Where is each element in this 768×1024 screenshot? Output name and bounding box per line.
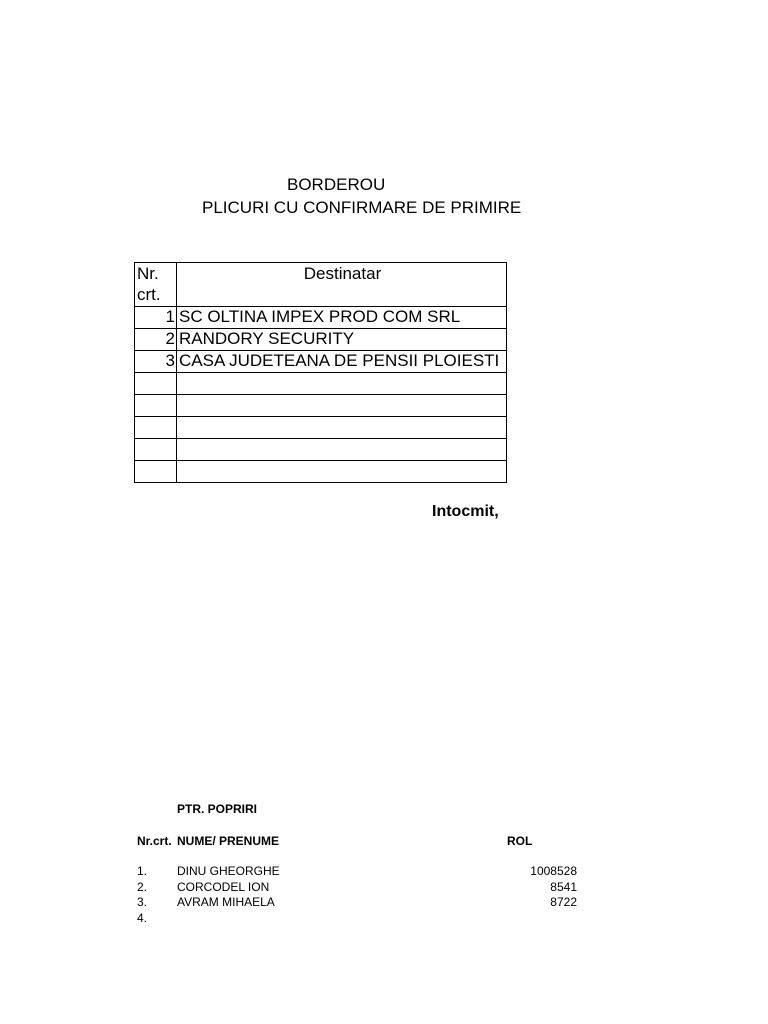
- item-rol: 1008528: [530, 864, 577, 878]
- popriri-header-rol: ROL: [507, 834, 533, 848]
- row-destinatar-text: CASA JUDETEANA DE PENSII PLOIESTI: [179, 351, 500, 370]
- row-destinatar: [177, 395, 507, 417]
- table-row: [135, 417, 507, 439]
- item-name: DINU GHEORGHE: [177, 864, 280, 878]
- item-rol: 8722: [550, 895, 577, 909]
- table-row: [135, 351, 507, 373]
- row-nr: [135, 373, 177, 395]
- row-nr: 3: [135, 351, 177, 373]
- popriri-title: PTR. POPRIRI: [177, 802, 258, 816]
- row-destinatar-text: RANDORY SECURITY: [179, 329, 355, 348]
- row-destinatar: [177, 329, 507, 351]
- item-rol: 8541: [550, 880, 577, 894]
- header-destinatar: Destinatar: [177, 263, 507, 307]
- popriri-header-name: NUME/ PRENUME: [177, 834, 280, 848]
- table-row: [135, 329, 507, 351]
- item-name: AVRAM MIHAELA: [177, 895, 275, 909]
- table-row: [135, 395, 507, 417]
- row-destinatar: [177, 439, 507, 461]
- row-nr: [135, 395, 177, 417]
- table-row: [135, 439, 507, 461]
- document-subtitle: PLICURI CU CONFIRMARE DE PRIMIRE: [202, 198, 522, 217]
- item-name: CORCODEL ION: [177, 880, 270, 894]
- table-row: [135, 373, 507, 395]
- table-row: [135, 307, 507, 329]
- row-nr: 1: [135, 307, 177, 329]
- document-title: BORDEROU: [287, 175, 386, 194]
- row-destinatar: [177, 417, 507, 439]
- item-nr: 3.: [137, 895, 148, 909]
- table-row: [135, 461, 507, 483]
- recipients-table: [134, 262, 507, 483]
- row-destinatar-text: SC OLTINA IMPEX PROD COM SRL: [179, 307, 461, 326]
- row-destinatar: [177, 351, 507, 373]
- row-nr: [135, 461, 177, 483]
- row-destinatar: [177, 461, 507, 483]
- row-destinatar: [177, 373, 507, 395]
- row-nr: [135, 439, 177, 461]
- row-nr: 2: [135, 329, 177, 351]
- popriri-header-nr: Nr.crt.: [137, 834, 172, 848]
- item-nr: 1.: [137, 864, 148, 878]
- recipients-header-row: [135, 263, 507, 307]
- signature-label: Intocmit,: [432, 503, 499, 520]
- header-nr-crt: Nr. crt.: [135, 263, 177, 307]
- item-nr: 4.: [137, 911, 148, 925]
- row-destinatar: [177, 307, 507, 329]
- item-nr: 2.: [137, 880, 148, 894]
- row-nr: [135, 417, 177, 439]
